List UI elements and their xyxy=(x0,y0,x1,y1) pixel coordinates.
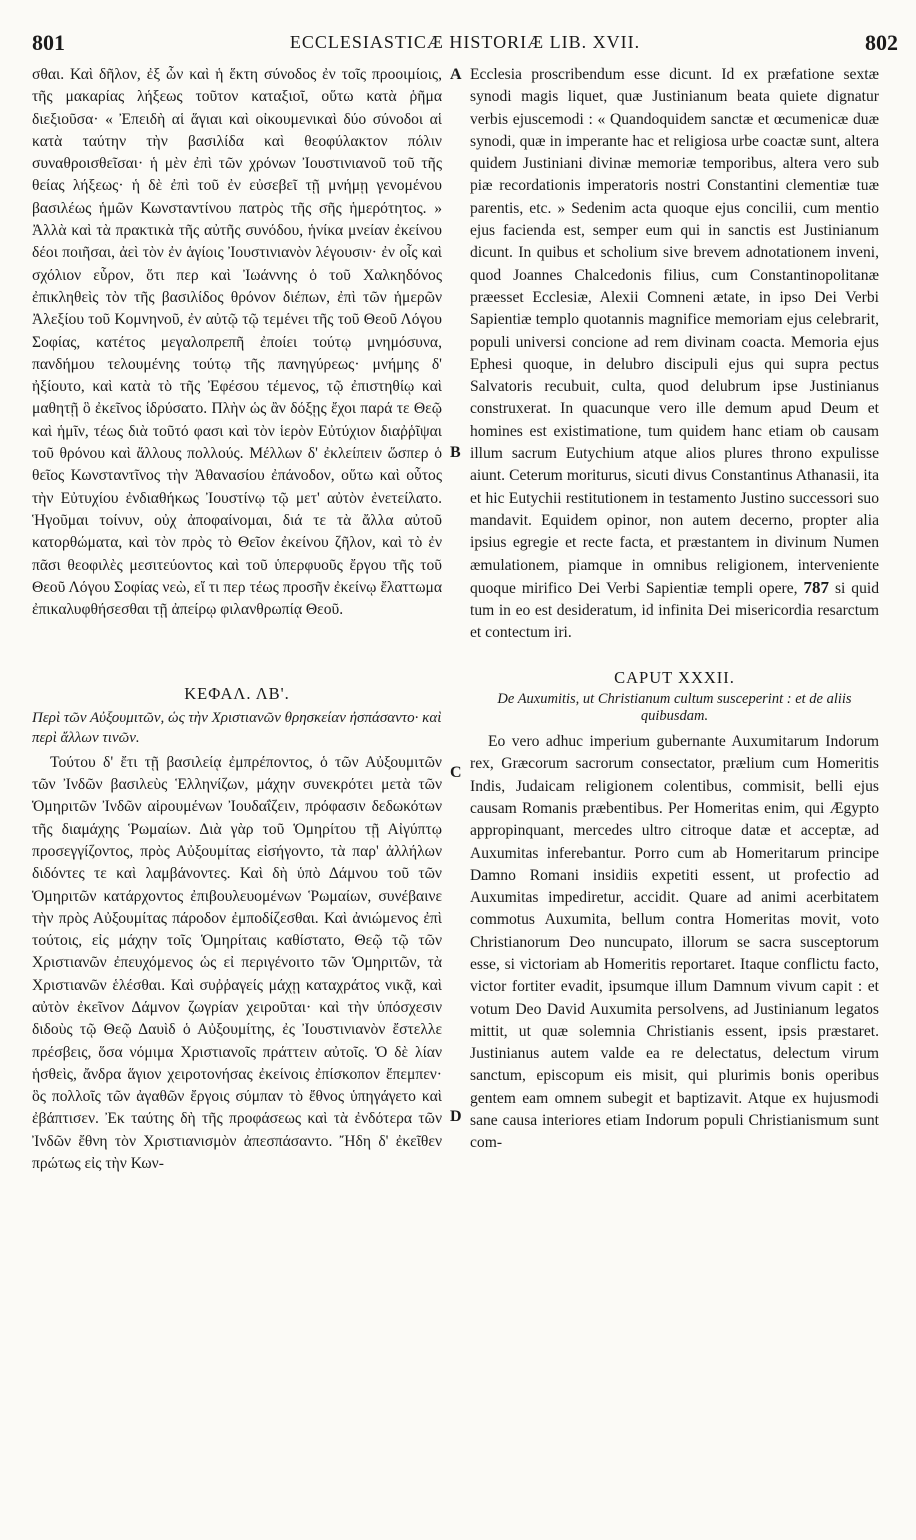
margin-marker-c: C xyxy=(450,764,462,781)
latin-column xyxy=(470,64,879,1155)
margin-marker-d: D xyxy=(450,1108,462,1125)
greek-chapter-summary: Περὶ τῶν Αὐξουμιτῶν, ὡς τὴν Χριστιανῶν θρησκείαν ἠσπάσαντο· καὶ περὶ ἄλλων τινῶν. xyxy=(32,709,442,746)
latin-chapter-summary: De Auxumitis, ut Christianum cultum susceperint : et de aliis quibusdam. xyxy=(497,691,852,725)
page-header xyxy=(32,30,898,56)
greek-chapter-heading: ΚΕΦΑΛ. ΛΒ'. xyxy=(184,684,290,704)
latin-paragraph-1a: Ecclesia proscribendum esse dicunt. Id ex præfatione sextæ synodi magis liquet, quæ Justinianum beata quiete dignatur verbis ejuscemodi : « Quandoquidem sanctæ et œcumenicæ duæ synodi, quæ in imperante hac et religiosa urbe coactæ sunt, altera quidem Justiniani divinæ memoriæ temporibus, altera vero sub piæ recordationis imperatoris nostri Constantini clementiæ tuæ parentis, etc. » Sedenim acta quoque ejus concilii, cum mentio ejus facienda est, semper eum qui in sanctis est Justinianum dicunt. In quibus et scholium sive brevem adnotationem inveni, quod Joannes Chalcedonis filius, cum Constantinopolitanæ præesset Ecclesiæ, Alexii Comneni ætate, in ipso Dei Verbi Sapientiæ templo quotannis magnifice memoriam ejus celebrarit, populi universi concione ad rem divinam coacta. Memoria ejus Ephesi quoque, in delubro discipuli ejus qui supra pectus Salvatoris recubuit, culta, quod delubrum ipse Justinianus construxerat. In quacunque vero ille demum apud Deum et homines est existimatione, tum quidem hanc etiam ob causam illum sacrum Eutychium atque alios plures throno expulisse aiunt. Ceterum moriturus, sicuti divus Constantinus Athanasii, ita et hic Eutychii restitutionem in testamento Justino successori suo mandavit. Equidem opinor, non autem decerno, propter alia ipsius egregie et recte facta, et præstantem in divinum Numen æmulationem, piamque in omnibus religionem, interveniente quoque mirifico Dei Verbi Sapientiæ templi opere, xyxy=(470,66,879,597)
margin-marker-b: B xyxy=(450,444,461,461)
column-number: 787 xyxy=(803,577,830,597)
page-number-left: 801 xyxy=(32,30,65,55)
margin-marker-a: A xyxy=(450,66,462,83)
running-head: ECCLESIASTICÆ HISTORIÆ LIB. XVII. xyxy=(289,32,641,52)
latin-chapter-heading: CAPUT XXXII. xyxy=(614,667,735,687)
latin-paragraph-1 xyxy=(470,64,879,645)
latin-paragraph-1b: si quid tum in eo est desideratum, id infinita Dei misericordia resarctum et contectum iri. xyxy=(470,579,879,642)
greek-paragraph-1: σθαι. Καὶ δῆλον, ἐξ ὧν καὶ ἡ ἕκτη σύνοδος ἐν τοῖς προοιμίοις, τῆς μακαρίας λήξεως τοῦτον καταξιοῖ, οὕτω κατὰ ῥῆμα διεξιοῦσα· « Ἐπειδὴ αἱ ἅγιαι καὶ οἰκουμενικαὶ δύο σύνοδοι αἱ κατὰ ταύτην τὴν βασιλίδα καὶ θεοφύλακτον πόλιν συναθροισθεῖσαι· ἡ μὲν ἐπὶ τῶν χρόνων Ἰουστινιανοῦ τοῦ τῆς θείας λήξεως· ἡ δὲ ἐπὶ τοῦ ἐν εὐσεβεῖ τῇ μνήμῃ γενομένου βασιλέως ἡμῶν Κωνσταντίνου πατρὸς τῆς σῆς ἡμερότητος. » Ἀλλὰ καὶ τὰ πρακτικὰ τῆς αὐτῆς συνόδου, ἡνίκα μνείαν ἐκείνου δέοι ποιῆσαι, ἀεὶ τὸν ἐν ἁγίοις Ἰουστινιανὸν λέγουσιν· ἐν οἷς καὶ σχόλιον εὗρον, ὅτι περ καὶ Ἰωάννης ὁ τοῦ Χαλκηδόνος ἐπικληθεὶς τὸν τῆς βασιλίδος θρόνον διέπων, ἐπὶ τῶν ἡμερῶν Ἀλεξίου τοῦ Κομνηνοῦ, ἐν αὐτῷ τῷ τεμένει τῆς τοῦ Θεοῦ Λόγου Σοφίας, κατέτος μεγαλοπρεπῆ ἐποίει τούτῳ μνημόσυνα, πανδήμου τελουμένης τούτῳ τῆς πανηγύρεως· μνήμης δ' ἠξίουτο, καὶ κατὰ τὸ τῆς Ἐφέσου τέμενος, τῷ ἐπιστηθίῳ καὶ μαθητῇ ὃ ἐκεῖνος ἱδρύσατο. Πλὴν ὡς ἂν δόξῃς ἔχοι παρά τε Θεῷ καὶ ἡμῖν, τέως διὰ τοῦτό φασι καὶ τὸν ἱερὸν Εὐτύχιον διαῤῥῖψαι τοῦ θρόνου καὶ ἄλλους πολλούς. Μέλλων δ' ἐκλείπειν ὥσπερ ὁ θεῖος Κωνσταντῖνος τὴν Ἀθανασίου ἐπάνοδον, οὕτω καὶ οὗτος τὴν Εὐτυχίου ἐνδιαθήκως Ἰουστίνῳ τῷ μετ' αὐτὸν ἐνετείλατο. Ἡγοῦμαι τοίνυν, οὐχ ἀποφαίνομαι, διά τε τὰ ἄλλα αὐτοῦ κατορθώματα, καὶ τὸν πρὸς τὸ Θεῖον ἐκείνου ζῆλον, καὶ τὸ ἐν πᾶσι θεοφιλὲς μεσιτεύοντος καὶ τοῦ ὑπερφυοῦς ἔργου τῆς τοῦ Θεοῦ Λόγου Σοφίας νεὼ, εἴ τι περ τέως προσῆν ἐκείνῳ ἔλαττωμα ἐπικαλυφθήσεσθαι τῇ ἀπείρῳ φιλανθρωπίᾳ Θεοῦ. xyxy=(32,66,442,619)
greek-paragraph-2: Τούτου δ' ἔτι τῇ βασιλείᾳ ἐμπρέποντος, ὁ τῶν Αὐξουμιτῶν τῶν Ἰνδῶν βασιλεὺς Ἑλληνίζων, μάχην συνεκρότει μετὰ τῶν Ὁμηριτῶν Ἰνδῶν αἱρουμένων Ἰουδαΐζειν, πρόφασιν δεδωκότων τῆς διαμάχης Ῥωμαίων. Διὰ γὰρ τοῦ Ὁμηρίτου τῇ Αἰγύπτῳ προσεγγίζοντος, πρὸς Αὐξουμίτας εἰσήγοντο, τὰ παρ' ἀλλήλων διδόντες τε καὶ λαμβάνοντες. Καὶ δὴ ὑπὸ Δάμνου τοῦ τῶν Ὁμηριτῶν κατάρχοντος ἐπιβουλευομένων Ῥωμαίων, συνέβαινε τὴν πρὸς Αὐξουμίτας πάροδον ἐμποδίζεσθαι. Καὶ ἀνιώμενος ἐπὶ τούτοις, εἰς μάχην τοῖς Ὁμηρίταις καθίστατο, Θεῷ τῷ τῶν Χριστιανῶν ἐπευχόμενος ὡς εἰ περιγένοιτο τῶν Ὁμηριτῶν, τὰ Χριστιανῶν ἑλέσθαι. Καὶ συῤῥαγείς μάχῃ καταχράτος νικᾷ, καὶ αὐτὸν ἐκεῖνον Δάμνον ζωγρίαν χειροῦται· καὶ τὴν ὑπόσχεσιν διδοὺς τῷ Θεῷ Δαυὶδ ὁ Αὐξουμίτης, ἐς Ἰουστινιανὸν ἔστελλε πρέσβεις, ὅσα νόμιμα Χριστιανοῖς πράττειν αὐτοῖς. Ὁ δὲ λίαν ἡσθεὶς, ἄνδρα ἅγιον χειροτονήσας ἐκείνοις ἐπίσκοπον ἔπεμπεν· ὃς πολλοῖς τῶν ἀγαθῶν ἔργοις σύμπαν τὸ ἔθνος ὑπηγάγετο καὶ ἐβάπτισεν. Ἐκ ταύτης δὴ τῆς προφάσεως καὶ τὰ ἐνδότερα τῶν Ἰνδῶν ἔθνη τὸν Χριστιανισμὸν ἀπεσπάσαντο. Ἤδη δ' ἐκεῖθεν πρώτως εἰς τὴν Κων- xyxy=(32,753,442,1173)
page-number-right: 802 xyxy=(865,30,898,55)
greek-column xyxy=(32,64,442,1175)
latin-paragraph-2: Eo vero adhuc imperium gubernante Auxumitarum Indorum rex, Græcorum sacrorum consectator, prælium cum Homeritis Indis, Judaicam religionem colentibus, commisit, belli ejus causam Romanis præbentibus. Per Homeritas enim, qui Ægypto appropinquant, mercedes ultro citroque datæ et acceptæ, ad Auxumitas inferebantur. Porro cum ab Homeritarum principe Damno Romani insidiis expetiti essent, ut profectio ad Auxumitas impediretur, accidit. Quare ad animi acerbitatem commotus Auxumita, bellum contra Homeritas movit, voto Christianorum Deo nuncupato, illorum se sacra susceptorum esse, si victoriam ab Homeritis reportaret. Itaque conflictu facto, victor fortiter evadit, ipsumque illum Damnum vivum capit : et votum Deo David Auxumita persolvens, ad Justinianum legatos mittit, ut quæ solemnia Christianis essent, ipsis præstaret. Justinianus autem valde ea re delectatus, delectum virum sanctum, episcopum eis misit, qui plurimis bonis operibus gentem eam omnem subegit et baptizavit. Atque ex hujusmodi sane causa interiores etiam Indorum populi Christianismum sunt com- xyxy=(470,733,879,1152)
